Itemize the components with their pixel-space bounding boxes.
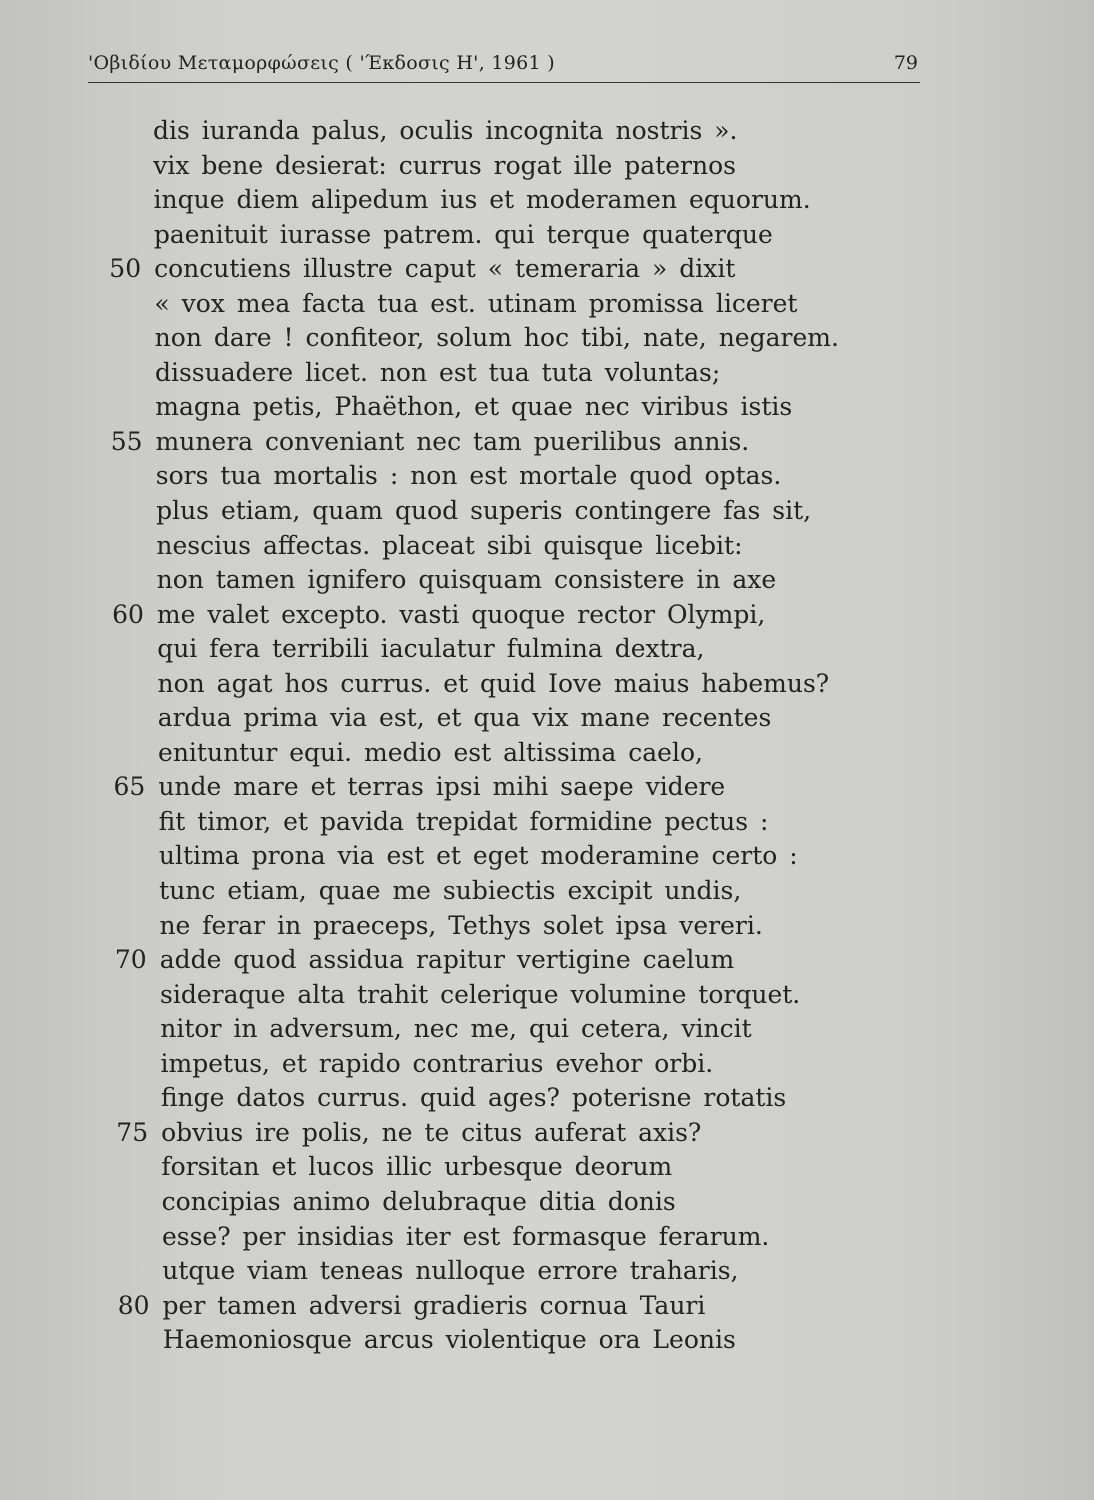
verse-text: vix bene desierat: currus rogat ille paternos <box>153 150 736 180</box>
verse-line <box>97 390 895 425</box>
verse-line <box>97 356 895 391</box>
verse-line <box>101 909 895 944</box>
verse-text: fit timor, et pavida trepidat formidine pectus : <box>158 806 769 836</box>
verse-text: unde mare et terras ipsi mihi saepe videre <box>158 772 726 802</box>
verse-text: non agat hos currus. et quid Iove maius habemus? <box>157 668 830 698</box>
line-number: 60 <box>112 599 144 629</box>
verse-text: « vox mea facta tua est. utinam promissa liceret <box>154 288 798 318</box>
verse-line <box>98 494 895 529</box>
verse-line <box>105 1323 895 1358</box>
verse-text: ne ferar in praeceps, Tethys solet ipsa vereri. <box>159 910 763 940</box>
verse-line <box>104 1220 895 1255</box>
verse-line <box>101 874 895 909</box>
verse-line <box>95 149 895 184</box>
verse-text: utque viam teneas nulloque errore traharis, <box>162 1256 739 1286</box>
line-number: 80 <box>117 1290 150 1320</box>
verse-line <box>105 1289 895 1324</box>
poem-text <box>95 114 895 1358</box>
line-number: 55 <box>110 426 143 456</box>
verse-line <box>101 805 895 840</box>
verse-line <box>95 114 895 149</box>
verse-text: sors tua mortalis : non est mortale quod optas. <box>155 461 782 491</box>
verse-line <box>102 943 895 978</box>
verse-line <box>103 1081 895 1116</box>
verse-text: nitor in adversum, nec me, qui cetera, vincit <box>160 1014 752 1044</box>
verse-text: ardua prima via est, et qua vix mane recentes <box>157 703 772 733</box>
verse-text: sideraque alta trahit celerique volumine torquet. <box>160 979 801 1009</box>
verse-text: obvius ire polis, ne te citus auferat axis? <box>161 1117 702 1147</box>
verse-line <box>96 287 895 322</box>
verse-line <box>104 1254 895 1289</box>
header-title: 'Οβιδίου Μεταμορφώσεις ( 'Έκδοσις Η', 1961 ) <box>88 52 555 74</box>
line-number: 65 <box>113 772 146 802</box>
verse-text: paenituit iurasse patrem. qui terque quaterque <box>153 219 773 249</box>
verse-text: concipias animo delubraque ditia donis <box>161 1186 676 1216</box>
verse-line <box>100 736 895 771</box>
line-number: 50 <box>109 254 142 284</box>
verse-line <box>96 183 895 218</box>
verse-text: concutiens illustre caput « temeraria » dixit <box>154 254 736 284</box>
running-header <box>88 48 920 83</box>
verse-text: me valet excepto. vasti quoque rector Olympi, <box>156 599 766 629</box>
verse-text: forsitan et lucos illic urbesque deorum <box>161 1152 673 1182</box>
verse-line <box>103 1150 895 1185</box>
verse-line <box>97 321 895 356</box>
verse-line <box>96 218 895 253</box>
verse-line <box>96 252 895 287</box>
verse-line <box>98 459 895 494</box>
verse-text: inque diem alipedum ius et moderamen equorum. <box>153 185 811 215</box>
verse-text: dis iuranda palus, oculis incognita nostris ». <box>153 116 738 145</box>
verse-line <box>98 529 895 564</box>
line-number: 75 <box>116 1117 149 1147</box>
verse-text: plus etiam, quam quod superis contingere fas sit, <box>156 496 812 526</box>
verse-text: esse? per insidias iter est formasque ferarum. <box>161 1221 770 1251</box>
verse-line <box>103 1047 895 1082</box>
verse-line <box>99 632 895 667</box>
verse-line <box>98 425 895 460</box>
verse-text: nescius affectas. placeat sibi quisque licebit: <box>156 530 743 560</box>
verse-line <box>102 1012 895 1047</box>
verse-line <box>102 978 895 1013</box>
verse-line <box>104 1185 895 1220</box>
verse-text: finge datos currus. quid ages? poterisne rotatis <box>160 1083 787 1113</box>
verse-text: qui fera terribili iaculatur fulmina dextra, <box>157 634 705 664</box>
verse-text: impetus, et rapido contrarius evehor orbi. <box>160 1048 714 1078</box>
verse-text: ultima prona via est et eget moderamine certo : <box>158 841 798 871</box>
verse-text: non dare ! confiteor, solum hoc tibi, nate, negarem. <box>154 323 839 353</box>
verse-text: adde quod assidua rapitur vertigine caelum <box>159 945 735 975</box>
verse-line <box>100 770 895 805</box>
line-number: 70 <box>114 945 147 975</box>
verse-text: enituntur equi. medio est altissima caelo, <box>158 737 703 767</box>
verse-text: dissuadere licet. non est tua tuta voluntas; <box>154 357 721 387</box>
verse-line <box>99 563 895 598</box>
verse-line <box>100 701 895 736</box>
verse-line <box>99 667 895 702</box>
page-number: 79 <box>893 52 918 74</box>
verse-line <box>101 839 895 874</box>
verse-text: munera conveniant nec tam puerilibus annis. <box>155 426 750 456</box>
verse-text: tunc etiam, quae me subiectis excipit undis, <box>159 876 742 906</box>
verse-text: Haemoniosque arcus violentique ora Leonis <box>162 1325 736 1355</box>
verse-line <box>103 1116 895 1151</box>
verse-line <box>99 598 895 633</box>
verse-text: per tamen adversi gradieris cornua Tauri <box>162 1290 706 1320</box>
verse-text: non tamen ignifero quisquam consistere in axe <box>156 565 777 595</box>
verse-text: magna petis, Phaëthon, et quae nec viribus istis <box>155 392 793 422</box>
